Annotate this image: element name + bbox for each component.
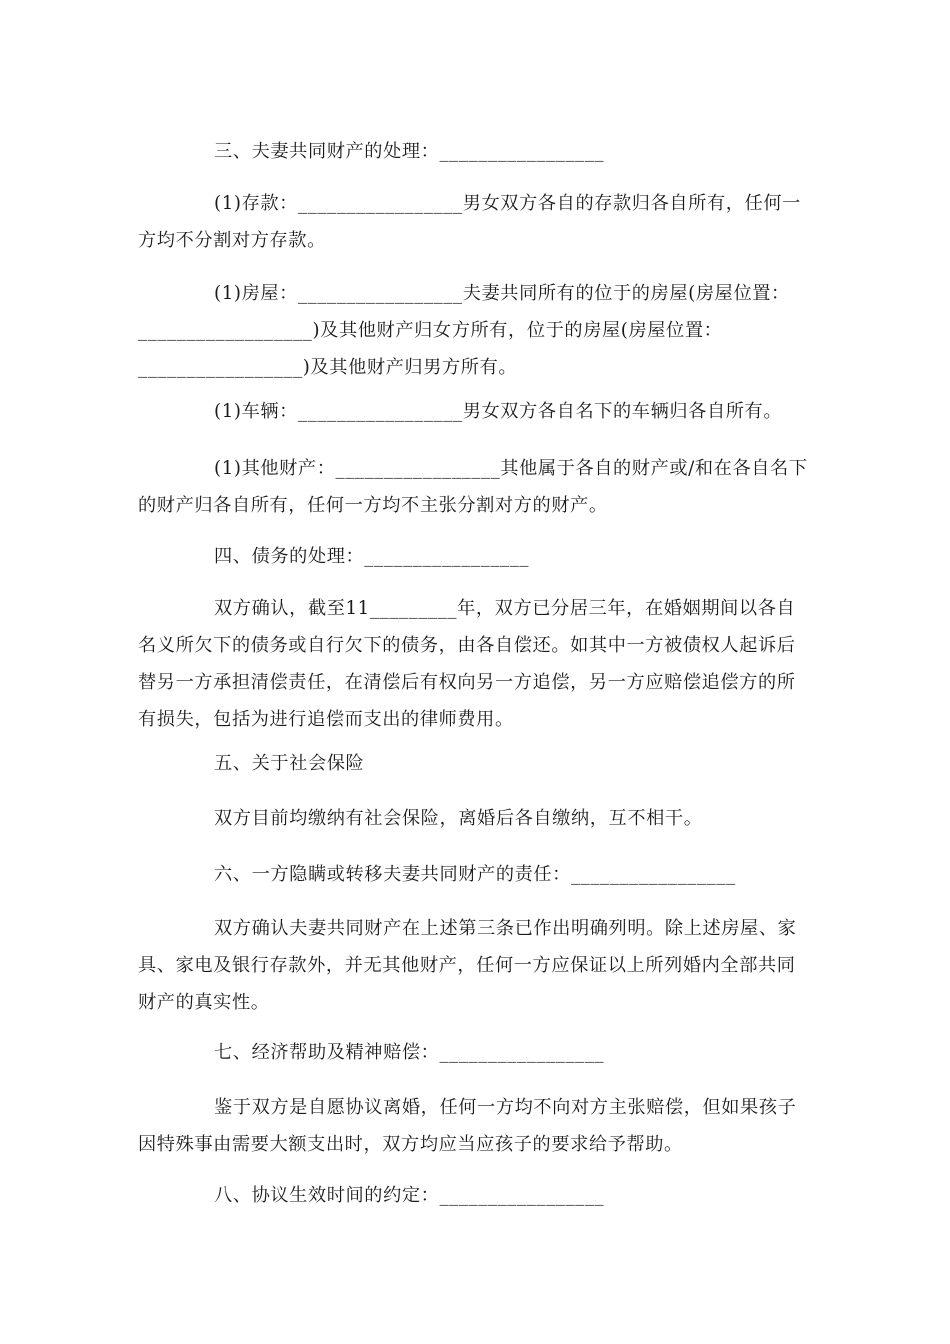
paragraph-text: (1)车辆：_________________男女双方各自名下的车辆归各自所有。 bbox=[214, 401, 783, 422]
section-8-heading bbox=[138, 1177, 810, 1214]
section-3-heading bbox=[138, 133, 810, 170]
paragraph-text: (1)房屋：_________________夫妻共同所有的位于的房屋(房屋位置：__________________)及其他财产归女方所有，位于的房屋(房屋位置：_________________)及其他财产归男方所有。 bbox=[138, 283, 790, 378]
paragraph-text: 三、夫妻共同财产的处理：_________________ bbox=[214, 141, 605, 162]
housing-clause bbox=[138, 275, 810, 386]
concealment-clause bbox=[138, 910, 810, 1021]
paragraph-text: 六、一方隐瞒或转移夫妻共同财产的责任：_________________ bbox=[214, 864, 736, 885]
paragraph-text: 八、协议生效时间的约定：_________________ bbox=[214, 1185, 605, 1206]
paragraph-text: (1)存款：_________________男女双方各自的存款归各自所有，任何一方均不分割对方存款。 bbox=[138, 193, 801, 251]
section-5-heading bbox=[138, 745, 810, 782]
other-property-clause bbox=[138, 450, 810, 524]
section-4-heading bbox=[138, 538, 810, 575]
paragraph-text: 七、经济帮助及精神赔偿：_________________ bbox=[214, 1042, 605, 1063]
paragraph-text: (1)其他财产：_________________其他属于各自的财产或/和在各自名下的财产归各自所有，任何一方均不主张分割对方的财产。 bbox=[138, 458, 808, 516]
section-6-heading bbox=[138, 856, 810, 893]
savings-clause bbox=[138, 185, 810, 259]
paragraph-text: 五、关于社会保险 bbox=[214, 753, 365, 774]
paragraph-text: 双方确认，截至11_________年，双方已分居三年，在婚姻期间以各自名义所欠下的债务或自行欠下的债务，由各自偿还。如其中一方被债权人起诉后替另一方承担清偿责任，在清偿后有权向另一方追偿，另一方应赔偿追偿方的所有损失，包括为进行追偿而支出的律师费用。 bbox=[138, 598, 796, 730]
debt-clause bbox=[138, 590, 810, 738]
paragraph-text: 双方目前均缴纳有社会保险，离婚后各自缴纳，互不相干。 bbox=[214, 808, 703, 829]
social-insurance-clause bbox=[138, 800, 810, 837]
compensation-clause bbox=[138, 1089, 810, 1163]
vehicle-clause bbox=[138, 393, 810, 430]
paragraph-text: 四、债务的处理：_________________ bbox=[214, 546, 530, 567]
paragraph-text: 鉴于双方是自愿协议离婚，任何一方均不向对方主张赔偿，但如果孩子因特殊事由需要大额支出时，双方均应当应孩子的要求给予帮助。 bbox=[138, 1097, 797, 1155]
paragraph-text: 双方确认夫妻共同财产在上述第三条已作出明确列明。除上述房屋、家具、家电及银行存款外，并无其他财产，任何一方应保证以上所列婚内全部共同财产的真实性。 bbox=[138, 918, 797, 1013]
section-7-heading bbox=[138, 1034, 810, 1071]
